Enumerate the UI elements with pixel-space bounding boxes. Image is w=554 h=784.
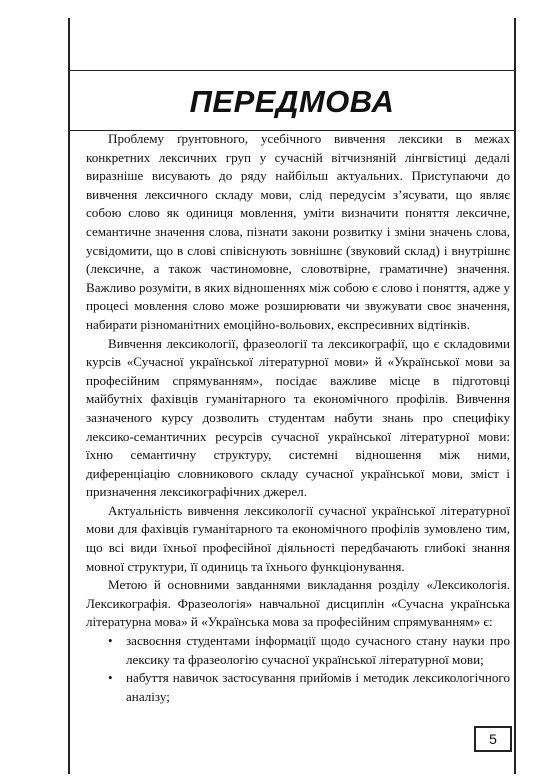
paragraph: Метою й основними завданнями викладання розділу «Лексикологія. Лексикографія. Фразеологія» навчальної дисциплін «Сучасна українська літературна мова» й «Українська мова за професійним спрямуванням» є: bbox=[86, 577, 510, 630]
paragraph: Проблему ґрунтовного, усебічного вивчення лексики в межах конкретних лексичних груп у сучасній вітчизняній лінгвістиці дедалі виразніше висувають до ряду найбільш актуальних. Приступаючи до вивчення лексичного складу мови, слід передусім з’ясувати, що являє собою слово як одиниця мовлення, уміти визначити поняття лексичне, семантичне значення слова, пізнати закони розвитку і зміни значень слова, усвідомити, що в слові співіснують зовнішнє (звуковий склад) і внутрішнє (лексичне, а також частиномовне, словотвірне, граматичне) значення. Важливо розуміти, в яких відношеннях між собою є слово і поняття, адже у процесі мовлення слово може розширювати чи звужувати своє значення, набирати різноманітних емоційно-вольових, експресивних відтінків. bbox=[86, 131, 510, 332]
page-title: ПЕРЕДМОВА bbox=[189, 84, 395, 119]
title-rule-top bbox=[68, 70, 516, 71]
list-item bbox=[86, 669, 510, 706]
list-item-text: засвоєння студентами інформації щодо сучасного стану науки про лексику та фразеологію сучасної української літературної мови; bbox=[126, 633, 510, 667]
goals-list bbox=[86, 632, 510, 706]
paragraph: Вивчення лексикології, фразеології та лексикографії, що є складовими курсів «Сучасної української літературної мови» й «Української мови за професійним спрямуванням», посідає важливе місце в підготовці майбутніх фахівців гуманітарного та економічного профілів. Вивчення зазначеного курсу дозволить студентам набути знань про специфіку лексико-семантичних ресурсів сучасної української літературної мови: їхню семантичну структуру, системні відношення між ними, диференціацію словникового складу сучасної української мови, зміст і призначення лексикографічних джерел. bbox=[86, 335, 510, 500]
list-item bbox=[86, 632, 510, 669]
title-block bbox=[68, 18, 516, 118]
page-number: 5 bbox=[474, 726, 512, 752]
paragraph: Актуальність вивчення лексикології сучасної української літературної мови для фахівців гуманітарного та економічного профілів зумовлено тим, що всі види їхньої професійної діяльності передбачають глибокі знання мовної структури, її одиниць та їхнього функціонування. bbox=[86, 502, 510, 574]
bullet-icon: • bbox=[108, 670, 113, 686]
body-text bbox=[86, 130, 510, 706]
bullet-icon: • bbox=[108, 633, 113, 649]
list-item-text: набуття навичок застосування прийомів і методик лексикологічного аналізу; bbox=[126, 670, 510, 704]
